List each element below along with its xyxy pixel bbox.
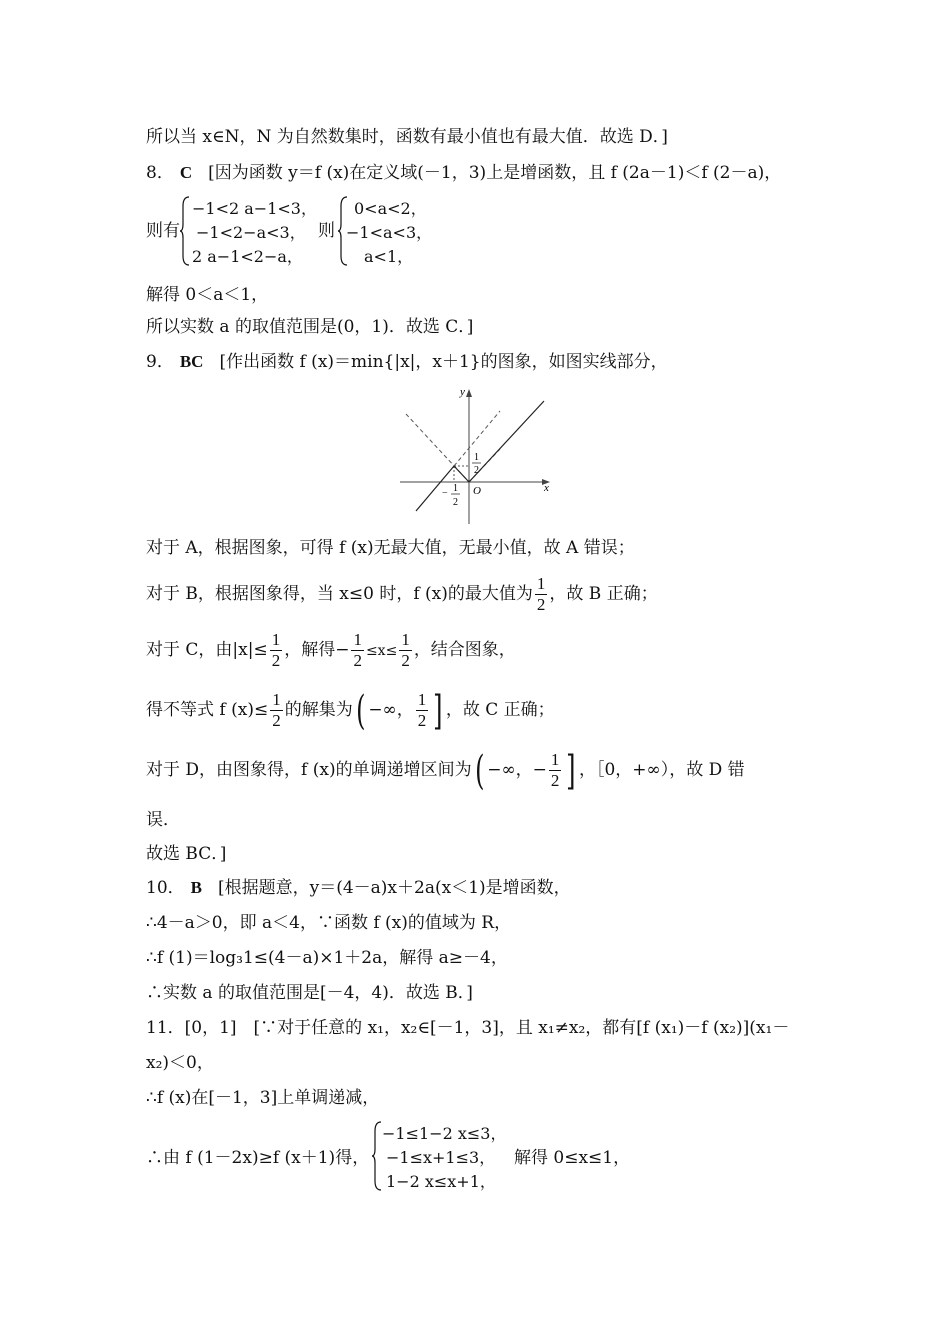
text-line: ∴实数 a 的取值范围是[－4，4)．故选 B．] [146,983,473,1003]
text-line: 所以当 x∈N，N 为自然数集时，函数有最小值也有最大值．故选 D．] [146,127,668,147]
text-segment: ，故 B 正确； [549,584,658,604]
question-number: 10． [146,878,185,898]
text-segment: ，故 C 正确； [445,700,555,720]
tick-label: 1 [453,483,458,494]
text-segment: ，［0，+∞），故 D 错 [578,760,745,780]
text-segment: 的解集为 [284,700,353,720]
question-9 [146,350,668,374]
solid-abs-segment [454,466,469,482]
tick-label: 2 [474,465,479,476]
y-axis-arrow-icon [466,389,472,397]
text-line: ∴4－a＞0，即 a＜4，∵函数 f (x)的值域为 R， [146,913,512,933]
question-text: [根据题意，y＝(4－a)x＋2a(x＜1)是增函数， [217,878,571,898]
text-line: 故选 BC．] [146,844,227,864]
fraction: $\frac{1}{2}$ [271,630,281,670]
tick-label: 1 [474,452,479,463]
then-label: 则有 [146,221,180,241]
system-row: −1≤x+1≤3， [386,1148,496,1167]
answer-letter: B [190,878,202,897]
left-brace-icon [372,1121,382,1191]
text-line [146,572,658,616]
text-line: ∴由 f (1－2x)≥f (x＋1)得， [146,1148,370,1168]
inequality-system-3 [372,1121,512,1193]
y-axis-label: y [460,386,465,398]
left-brace-icon [180,196,190,266]
answer-letter: C [179,163,193,182]
text-line: 误． [146,810,180,830]
text-line: 解得 0≤x≤1， [514,1148,631,1168]
fraction: $\frac{1}{2}$ [536,574,546,614]
fraction: $\frac{1}{2}$ [550,750,560,790]
fraction: $\frac{1}{2}$ [272,690,281,730]
text-line: x₂)＜0， [146,1053,214,1073]
text-line: 对于 A，根据图象，可得 f (x)无最大值，无最小值，故 A 错误； [146,538,635,558]
question-number: 8． [146,163,174,183]
system-row: 0<a<2， [354,199,427,218]
text-segment: 对于 B，根据图象得，当 x≤0 时，f (x)的最大值为 [146,584,533,604]
tick-label: − [442,488,448,499]
question-10 [146,876,571,900]
question-11: 11．[0，1] [∵对于任意的 x₁，x₂∈[－1，3]，且 x₁≠x₂，都有[f (x₁)－f (x₂)](x₁－ [146,1018,790,1038]
then-label: 则 [318,221,335,241]
question-8 [146,161,781,185]
system-row: −1<a<3， [346,223,433,242]
origin-label: O [473,485,481,497]
text-segment: −∞， [368,700,414,720]
text-line: 得不等式 f (x)≤ $\frac{1}{2}$ 的解集为( −∞， $\frac{1}{2}$ ] ，故 C 正确； [146,687,555,734]
text-segment: 对于 C，由|x|≤ [146,640,268,660]
text-line: ∴f (x)在[－1，3]上单调递减， [146,1088,380,1108]
question-number: 9． [146,352,174,372]
text-segment: −∞，− [487,760,547,780]
system-row: a<1， [364,247,414,266]
system-row: −1<2 a−1<3， [192,199,317,218]
question-text: [作出函数 f (x)＝min{|x|，x＋1}的图象，如图实线部分， [219,352,668,372]
solid-abs-right [469,401,544,482]
system-row: 1−2 x≤x+1， [386,1172,496,1191]
system-row: 2 a−1<2−a， [192,247,303,266]
text-line: 解得 0＜a＜1， [146,285,269,305]
tick-label: 2 [453,497,458,508]
function-graph [396,381,556,526]
fraction: $\frac{1}{2}$ [417,690,427,730]
text-line: 对于 D，由图象得，f (x)的单调递增区间为( −∞，− $\frac{1}{2}$ ] ，［0，+∞），故 D 错 [146,747,745,794]
x-axis-label: x [544,482,549,494]
text-segment: 对于 D，由图象得，f (x)的单调递增区间为 [146,760,472,780]
answer-letter: BC [179,352,204,371]
inequality-system-1 [180,196,320,268]
text-line: ∴f (1)＝log₃1≤(4－a)×1＋2a，解得 a≥－4， [146,948,508,968]
question-text: [因为函数 y＝f (x)在定义域(－1，3)上是增函数，且 f (2a－1)＜f (2－a)， [208,163,782,183]
fraction: $\frac{1}{2}$ [353,630,362,670]
text-line [146,628,516,673]
text-segment: ，结合图象， [413,640,516,660]
system-row: −1≤1−2 x≤3， [382,1124,507,1143]
solid-line-x-plus-1 [416,466,454,511]
fraction: $\frac{1}{2}$ [401,630,410,670]
text-segment: ≤x≤ [365,643,398,659]
inequality-system-2 [338,196,448,268]
text-segment: 得不等式 f (x)≤ [146,700,269,720]
text-line: 所以实数 a 的取值范围是(0，1)．故选 C．] [146,317,474,337]
system-row: −1<2−a<3， [196,223,306,242]
text-segment: ，解得− [284,640,350,660]
